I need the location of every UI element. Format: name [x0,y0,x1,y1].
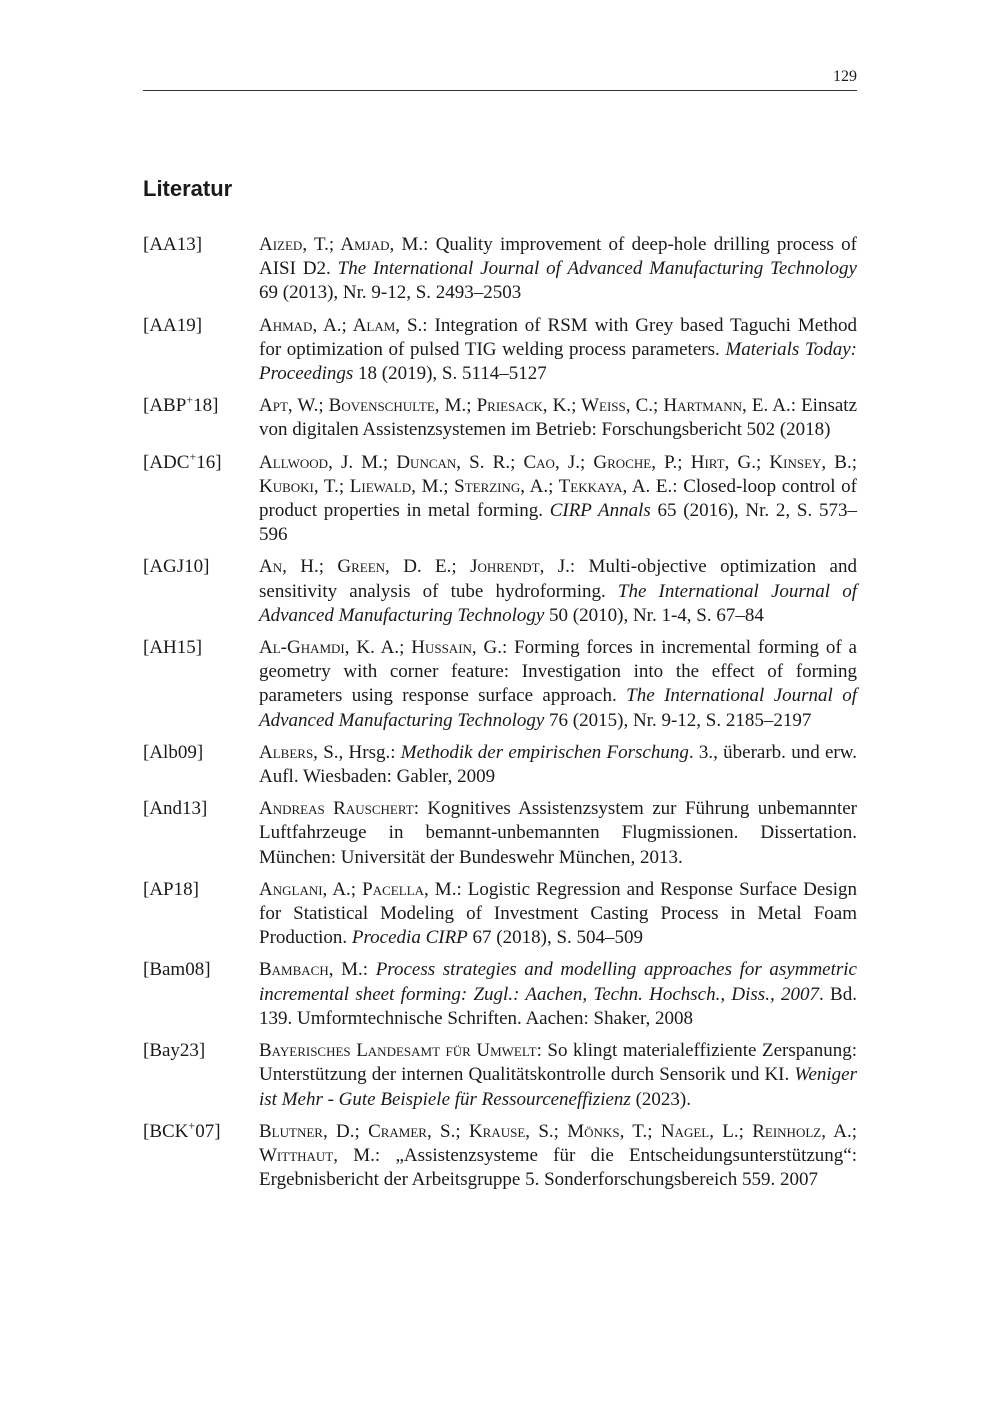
reference-text [259,636,857,733]
citation-key-main: [Bay23] [143,1040,206,1062]
reference-text [259,451,857,548]
citation-key [143,636,259,733]
reference-details: 76 (2015), Nr. 9-12, S. 2185–2197 [544,709,812,731]
reference-authors: An, H.; Green, D. E.; Johrendt, J. [259,556,570,578]
citation-key [143,451,259,548]
bibliography-entry [143,451,857,548]
citation-key-main: [ADC [143,451,190,473]
citation-key [143,233,259,306]
bibliography-entry [143,555,857,628]
citation-key-end: 07] [195,1120,221,1142]
reference-source: Process strategies and modelling approaches for asymmetric incremental sheet forming: Zugl.: Aachen, Techn. Hochsch., Diss., 2007 [259,959,857,1005]
citation-key-main: [AA19] [143,314,203,336]
citation-key-main: [AA13] [143,234,203,255]
reference-source: CIRP Annals [549,500,651,522]
reference-source: The International Journal of Advanced Manufacturing Technology [337,258,857,280]
reference-authors: Allwood, J. M.; Duncan, S. R.; Cao, J.; Groche, P.; Hirt, G.; Kinsey, B.; Kuboki, T.; Liewald, M.; Sterzing, A.; Tekkaya, A. E. [259,451,857,497]
reference-details: 65 (2016), Nr. 2, S. 573–596 [259,500,857,546]
reference-title: : Integration of RSM with Grey based Taguchi Method for optimization of pulsed TIG welding process parameters. [259,314,857,360]
reference-text [259,878,857,951]
reference-source: Materials Today: Proceedings [259,338,857,385]
reference-source: The International Journal of Advanced Manufacturing Technology [259,580,858,626]
citation-key-main: [Bam08] [143,959,211,981]
reference-authors: Bambach, M. [259,959,363,981]
citation-key [143,314,259,387]
reference-source: Weniger ist Mehr - Gute Beispiele für Ressourceneffizienz [259,1064,857,1110]
page-number: 129 [833,68,857,85]
bibliography-entry [143,741,857,789]
reference-details: (2023). [630,1088,691,1110]
reference-authors: Al-Ghamdi, K. A.; Hussain, G. [259,637,502,659]
bibliography-entry [143,394,857,442]
reference-authors: Blutner, D.; Cramer, S.; Krause, S.; Mönks, T.; Nagel, L.; Reinholz, A.; Witthaut, M. [259,1120,857,1166]
citation-key-end: 16] [196,451,222,473]
reference-text [259,233,857,306]
reference-text [259,797,857,870]
reference-authors: Andreas Rauschert [259,798,414,820]
citation-key-main: [ABP [143,395,187,417]
citation-key [143,1039,259,1112]
reference-title: : So klingt materialeffiziente Zerspanung: Unterstützung der internen Qualitätskontrolle durch Sensorik und KI. [259,1040,857,1086]
header-rule [143,90,857,91]
citation-key [143,741,259,789]
reference-text [259,314,857,387]
bibliography-entry [143,878,857,951]
reference-title: : Einsatz von digitalen Assistenzsystemen im Betrieb: Forschungsbericht 502 (2018) [259,395,857,441]
citation-key-main: [Alb09] [143,741,204,763]
citation-key [143,797,259,870]
bibliography-entry [143,797,857,870]
bibliography-entry [143,233,857,306]
bibliography-entry [143,314,857,387]
citation-key [143,394,259,442]
reference-details: 69 (2013), Nr. 9-12, S. 2493–2503 [259,282,522,304]
reference-source: The International Journal of Advanced Manufacturing Technology [259,685,857,731]
reference-text [259,1039,857,1112]
bibliography-entry [143,636,857,733]
reference-authors: Anglani, A.; Pacella, M. [259,878,457,900]
reference-title: : Forming forces in incremental forming of a geometry with corner feature: Investigation into the effect of forming parameters using response surface approach. [259,637,857,707]
citation-key-main: [BCK [143,1120,189,1142]
reference-authors: Albers, S. [259,741,339,763]
bibliography-entry [143,1039,857,1112]
reference-details: . 3., überarb. und erw. Aufl. Wiesbaden: Gabler, 2009 [259,741,857,788]
citation-key [143,958,259,1031]
reference-details: 67 (2018), S. 504–509 [467,927,644,949]
bibliography-list [143,233,857,1200]
citation-key-main: [AGJ10] [143,556,210,578]
reference-authors: Ahmad, A.; Alam, S. [259,314,423,336]
reference-title: : [362,959,376,981]
reference-source: Methodik der empirischen Forschung [400,741,689,763]
reference-text [259,394,857,442]
citation-key-superscript: + [189,449,197,464]
bibliography-entry [143,958,857,1031]
citation-key-main: [And13] [143,798,208,820]
reference-text [259,741,857,789]
reference-details: 50 (2010), Nr. 1-4, S. 67–84 [544,604,764,626]
reference-authors: Apt, W.; Bovenschulte, M.; Priesack, K.; Weiss, C.; Hartmann, E. A. [259,395,791,417]
reference-details: . Bd. 139. Umformtechnische Schriften. Aachen: Shaker, 2008 [259,983,857,1029]
reference-text [259,555,857,628]
reference-source: Procedia CIRP [351,927,468,949]
reference-title: : Quality improvement of deep-hole drilling process of AISI D2. [259,234,857,280]
reference-title: : Kognitives Assistenzsystem zur Führung unbemannter Luftfahrzeuge in bemannt-unbemannten Flugmissionen. Dissertation. München: Universität der Bundeswehr München, 2013. [259,798,857,868]
reference-title: : Multi-objective optimization and sensitivity analysis of tube hydroforming. [259,556,857,602]
reference-text [259,1120,857,1193]
citation-key [143,1120,259,1193]
citation-key [143,555,259,628]
reference-title: : „Assistenzsysteme für die Entscheidungsunterstützung“: Ergebnisbericht der Arbeitsgruppe 5. Sonderforschungsbereich 559. 2007 [259,1144,857,1191]
reference-text [259,958,857,1031]
citation-key-superscript: + [188,1118,196,1133]
reference-authors: Bayerisches Landesamt für Umwelt [259,1040,537,1062]
reference-title: : Logistic Regression and Response Surface Design for Statistical Modeling of Investment Casting Process in Metal Foam Production. [259,878,857,949]
citation-key-main: [AP18] [143,878,199,900]
citation-key-superscript: + [186,392,194,407]
reference-details: 18 (2019), S. 5114–5127 [353,363,547,385]
citation-key [143,878,259,951]
section-title: Literatur [143,176,233,201]
citation-key-main: [AH15] [143,637,203,659]
reference-title: : Closed-loop control of product properties in metal forming. [259,475,857,522]
reference-authors: Aized, T.; Amjad, M. [259,234,424,255]
bibliography-entry [143,1120,857,1193]
citation-key-end: 18] [193,395,219,417]
reference-title: , Hrsg.: [338,741,401,763]
